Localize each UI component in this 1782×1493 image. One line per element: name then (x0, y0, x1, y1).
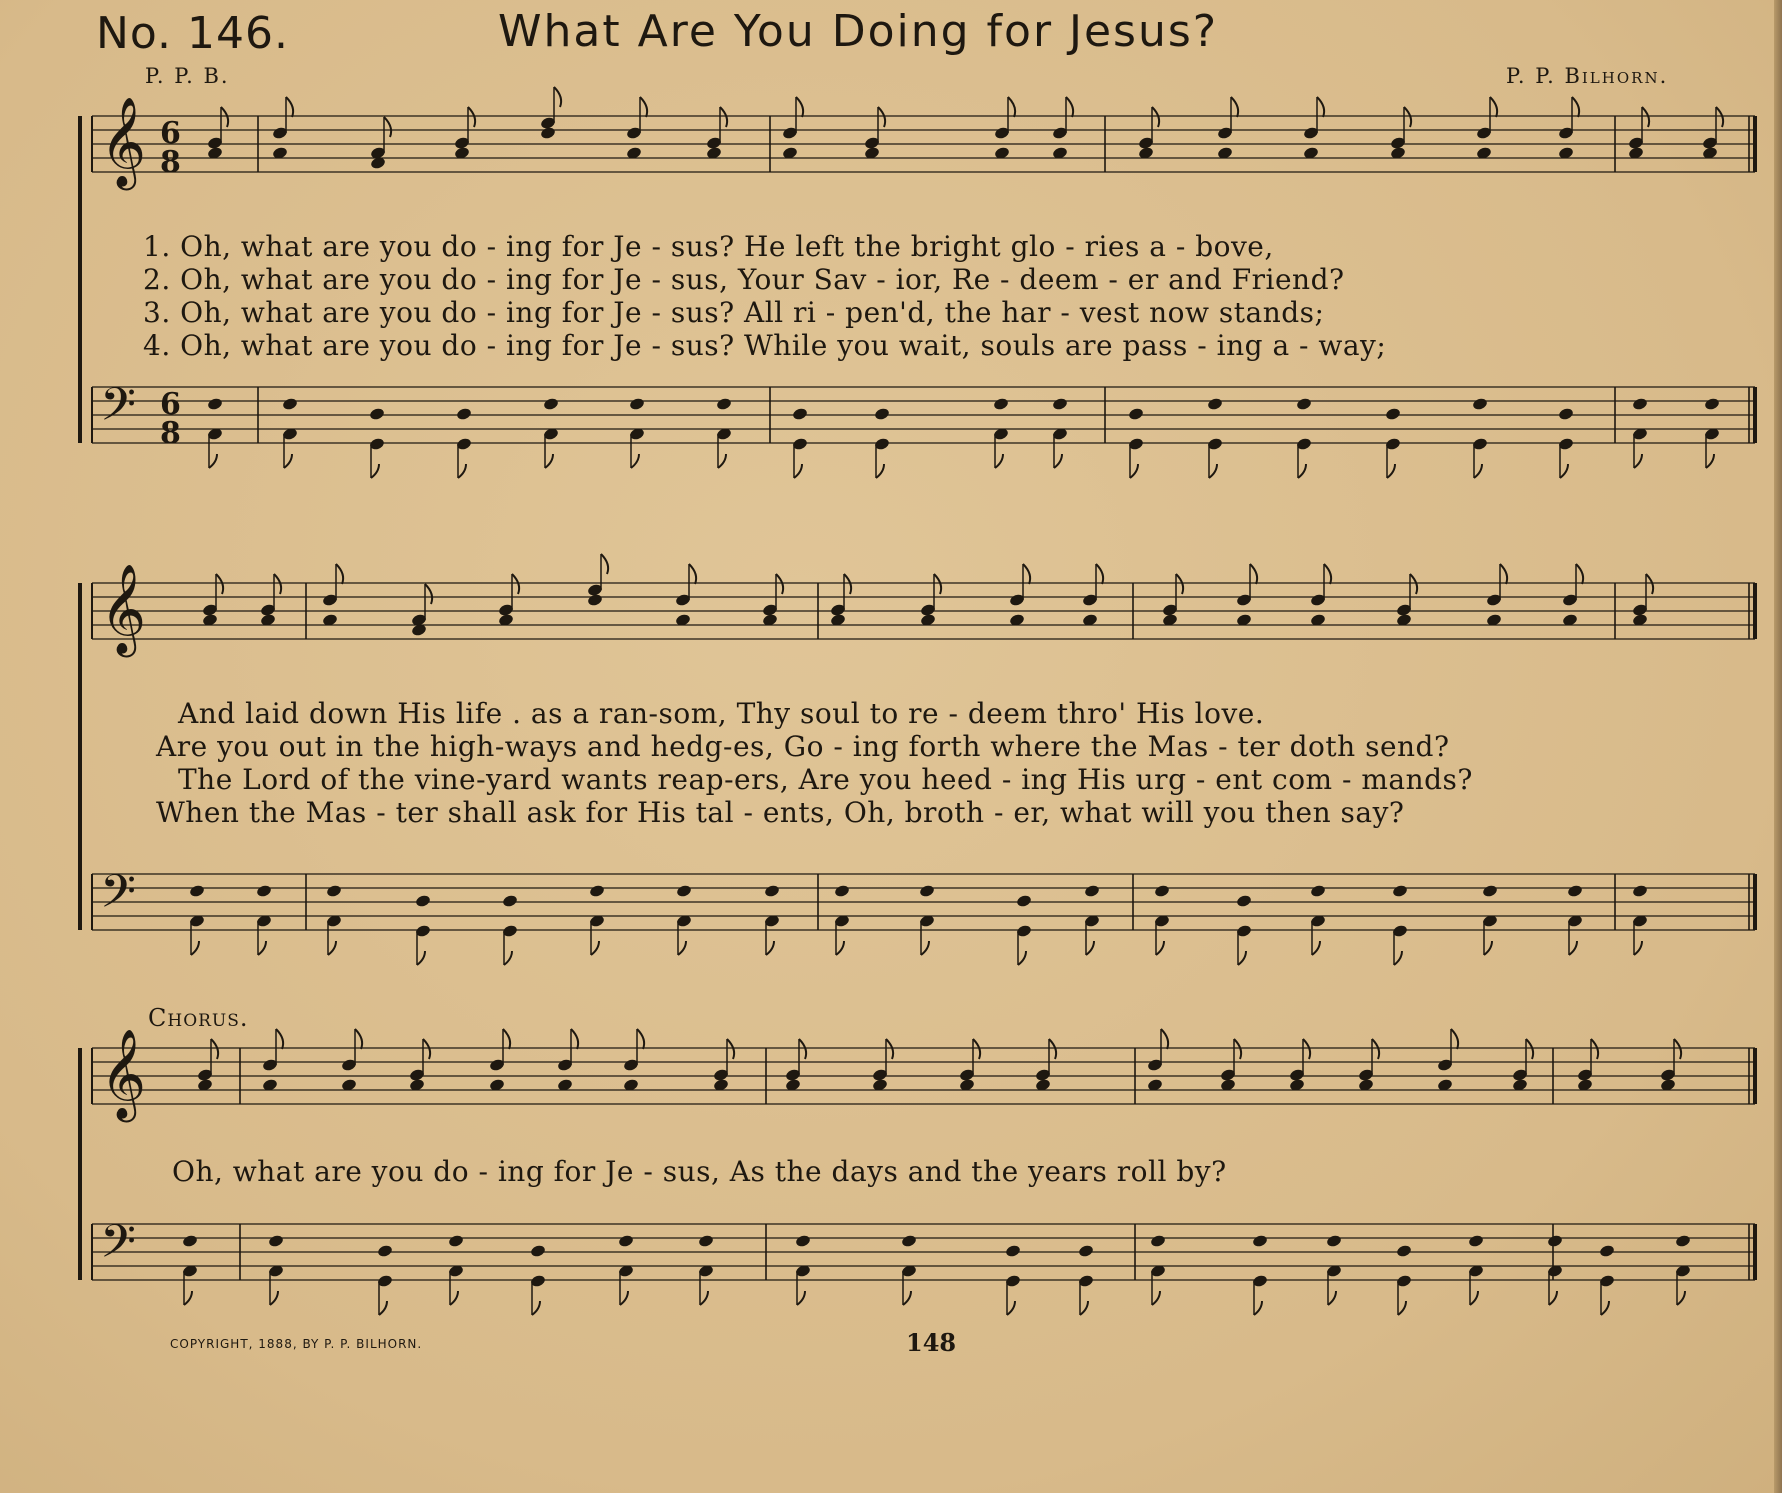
note-flag (689, 564, 696, 584)
note-flag (1706, 454, 1714, 468)
note-flag (591, 941, 599, 955)
notehead (795, 1234, 812, 1248)
note-flag (1176, 574, 1183, 594)
notehead (1236, 894, 1253, 908)
note-flag (637, 1029, 644, 1049)
note-flag (727, 1039, 734, 1059)
notehead (1052, 397, 1069, 411)
note-flag (886, 1039, 893, 1059)
note-flag (532, 1301, 540, 1315)
verse-2-line-1: 2. Oh, what are you do - ing for Je - sus, Your Sav - ior, Re - deem - er and Friend? (143, 263, 1345, 296)
note-flag (1569, 941, 1577, 955)
note-flag (450, 1291, 458, 1305)
note-flag (216, 574, 223, 594)
notehead (1326, 1234, 1343, 1248)
notehead (1154, 884, 1171, 898)
note-flag (1634, 941, 1642, 955)
notehead (698, 1234, 715, 1248)
note-flag (973, 1039, 980, 1059)
notehead (1084, 884, 1101, 898)
note-flag (1560, 464, 1568, 478)
note-flag (221, 107, 228, 127)
note-flag (878, 107, 885, 127)
notehead (1632, 397, 1649, 411)
note-flag (631, 454, 639, 468)
notehead (676, 884, 693, 898)
notehead (1567, 884, 1584, 898)
note-flag (425, 584, 432, 604)
note-flag (1474, 464, 1482, 478)
note-flag (258, 941, 266, 955)
time-signature-top: 6 (160, 116, 181, 151)
note-flag (1238, 951, 1246, 965)
notehead (587, 593, 604, 607)
notehead (874, 407, 891, 421)
notehead (1078, 1244, 1095, 1258)
notehead (1675, 1234, 1692, 1248)
notehead (993, 397, 1010, 411)
verse-1-line-1: 1. Oh, what are you do - ing for Je - sus? He left the bright glo - ries a - bove, (143, 230, 1274, 263)
chorus-label: Chorus. (148, 1004, 249, 1032)
notehead (530, 1244, 547, 1258)
note-flag (211, 1039, 218, 1059)
note-flag (1470, 1291, 1478, 1305)
note-flag (1152, 1291, 1160, 1305)
note-flag (1324, 564, 1331, 584)
notehead (1296, 397, 1313, 411)
note-flag (1008, 97, 1015, 117)
notehead (1396, 1244, 1413, 1258)
note-flag (799, 1039, 806, 1059)
note-flag (1677, 1291, 1685, 1305)
treble-clef-icon: 𝄞 (100, 564, 147, 654)
note-flag (417, 951, 425, 965)
note-flag (458, 464, 466, 478)
verse-1-line-2: And laid down His life . as a ran-som, Thy soul to re - deem thro' His love. (178, 697, 1265, 730)
notehead (1252, 1234, 1269, 1248)
page-number: 148 (906, 1328, 957, 1357)
note-flag (836, 941, 844, 955)
notehead (369, 407, 386, 421)
note-flag (797, 1291, 805, 1305)
note-flag (620, 1291, 628, 1305)
note-flag (1156, 941, 1164, 955)
note-flag (1054, 454, 1062, 468)
note-flag (371, 464, 379, 478)
notehead (256, 884, 273, 898)
note-flag (1328, 1291, 1336, 1305)
note-flag (545, 454, 553, 468)
note-flag (1490, 97, 1497, 117)
note-flag (640, 97, 647, 117)
composer-credit: P. P. Bilhorn. (1506, 64, 1669, 88)
note-flag (286, 97, 293, 117)
note-flag (1394, 951, 1402, 965)
notehead (1310, 884, 1327, 898)
notehead (716, 397, 733, 411)
note-flag (678, 941, 686, 955)
note-flag (1634, 454, 1642, 468)
verse-4-line-1: 4. Oh, what are you do - ing for Je - sus? While you wait, souls are pass - ing a - way; (143, 329, 1387, 362)
notehead (502, 894, 519, 908)
notehead (377, 1244, 394, 1258)
note-flag (512, 574, 519, 594)
bass-clef-icon: 𝄢 (100, 865, 137, 930)
verse-3-line-2: The Lord of the vine-yard wants reap-ers, Are you heed - ing His urg - ent com - mands? (178, 763, 1473, 796)
note-flag (1526, 1039, 1533, 1059)
note-flag (1572, 97, 1579, 117)
note-flag (700, 1291, 708, 1305)
chorus-lyric: Oh, what are you do - ing for Je - sus, As the days and the years roll by? (172, 1155, 1227, 1188)
notehead (1558, 407, 1575, 421)
note-flag (1049, 1039, 1056, 1059)
note-flag (1549, 1291, 1557, 1305)
notehead (1547, 1234, 1564, 1248)
notehead (1472, 397, 1489, 411)
note-flag (1500, 564, 1507, 584)
notehead (1150, 1234, 1167, 1248)
notehead (1392, 884, 1409, 898)
lyricist-credit: P. P. B. (145, 64, 230, 88)
verse-3-line-1: 3. Oh, what are you do - ing for Je - sus? All ri - pen'd, the har - vest now stands; (143, 296, 1325, 329)
note-flag (921, 941, 929, 955)
notehead (207, 397, 224, 411)
note-flag (1096, 564, 1103, 584)
note-flag (1250, 564, 1257, 584)
notehead (1385, 407, 1402, 421)
note-flag (209, 454, 217, 468)
note-flag (336, 564, 343, 584)
note-flag (571, 1029, 578, 1049)
note-flag (1646, 574, 1653, 594)
notehead (1016, 894, 1033, 908)
note-flag (1086, 941, 1094, 955)
note-flag (191, 941, 199, 955)
note-flag (276, 1029, 283, 1049)
note-flag (1398, 1301, 1406, 1315)
notehead (901, 1234, 918, 1248)
note-flag (1372, 1039, 1379, 1059)
note-flag (1234, 1039, 1241, 1059)
note-flag (796, 97, 803, 117)
note-flag (766, 941, 774, 955)
note-flag (1387, 464, 1395, 478)
verse-2-line-2: Are you out in the high-ways and hedg-es, Go - ing forth where the Mas - ter doth send? (156, 730, 1450, 763)
note-flag (274, 574, 281, 594)
note-flag (1066, 97, 1073, 117)
notehead (543, 397, 560, 411)
note-flag (718, 454, 726, 468)
note-flag (1161, 1029, 1168, 1049)
bass-clef-icon: 𝄢 (100, 378, 137, 443)
note-flag (776, 574, 783, 594)
note-flag (270, 1291, 278, 1305)
note-flag (1601, 1301, 1609, 1315)
hymn-title: What Are You Doing for Jesus? (498, 6, 1219, 57)
notehead (415, 894, 432, 908)
note-flag (1410, 574, 1417, 594)
note-flag (384, 117, 391, 137)
notehead (1005, 1244, 1022, 1258)
note-flag (1312, 941, 1320, 955)
bass-clef-icon: 𝄢 (100, 1215, 137, 1280)
notehead (540, 126, 557, 140)
note-flag (1254, 1301, 1262, 1315)
notehead (792, 407, 809, 421)
treble-clef-icon: 𝄞 (100, 97, 147, 187)
notehead (282, 397, 299, 411)
time-signature-bottom: 8 (160, 416, 181, 451)
notehead (764, 884, 781, 898)
notehead (1632, 884, 1649, 898)
notehead (326, 884, 343, 898)
notehead (1128, 407, 1145, 421)
notehead (1468, 1234, 1485, 1248)
note-flag (1130, 464, 1138, 478)
note-flag (468, 107, 475, 127)
note-flag (1080, 1301, 1088, 1315)
notehead (589, 884, 606, 898)
note-flag (1007, 1301, 1015, 1315)
note-flag (1317, 97, 1324, 117)
note-flag (903, 1291, 911, 1305)
note-flag (1716, 107, 1723, 127)
note-flag (1303, 1039, 1310, 1059)
note-flag (1298, 464, 1306, 478)
notehead (919, 884, 936, 898)
time-signature-bottom: 8 (160, 145, 181, 180)
verse-4-line-2: When the Mas - ter shall ask for His tal - ents, Oh, broth - er, what will you then say? (156, 796, 1405, 829)
note-flag (1018, 951, 1026, 965)
notehead (1599, 1244, 1616, 1258)
notehead (1207, 397, 1224, 411)
hymn-number: No. 146. (96, 8, 290, 59)
note-flag (1023, 564, 1030, 584)
note-flag (1484, 941, 1492, 955)
note-flag (423, 1039, 430, 1059)
note-flag (1231, 97, 1238, 117)
notehead (629, 397, 646, 411)
note-flag (876, 464, 884, 478)
notehead (1482, 884, 1499, 898)
note-flag (995, 454, 1003, 468)
notehead (456, 407, 473, 421)
treble-clef-icon: 𝄞 (100, 1029, 147, 1119)
note-flag (1451, 1029, 1458, 1049)
notehead (618, 1234, 635, 1248)
time-signature-top: 6 (160, 387, 181, 422)
note-flag (554, 87, 561, 107)
note-flag (1152, 107, 1159, 127)
note-flag (504, 951, 512, 965)
notehead (182, 1234, 199, 1248)
note-flag (1404, 107, 1411, 127)
note-flag (934, 574, 941, 594)
note-flag (184, 1291, 192, 1305)
note-flag (503, 1029, 510, 1049)
note-flag (1576, 564, 1583, 584)
note-flag (844, 574, 851, 594)
note-flag (720, 107, 727, 127)
notehead (189, 884, 206, 898)
note-flag (328, 941, 336, 955)
note-flag (1209, 464, 1217, 478)
note-flag (379, 1301, 387, 1315)
notehead (1704, 397, 1721, 411)
notehead (268, 1234, 285, 1248)
note-flag (794, 464, 802, 478)
notehead (834, 884, 851, 898)
note-flag (601, 554, 608, 574)
copyright-notice: COPYRIGHT, 1888, BY P. P. BILHORN. (170, 1337, 423, 1351)
notehead (448, 1234, 465, 1248)
note-flag (1642, 107, 1649, 127)
note-flag (1674, 1039, 1681, 1059)
note-flag (284, 454, 292, 468)
note-flag (355, 1029, 362, 1049)
note-flag (1591, 1039, 1598, 1059)
